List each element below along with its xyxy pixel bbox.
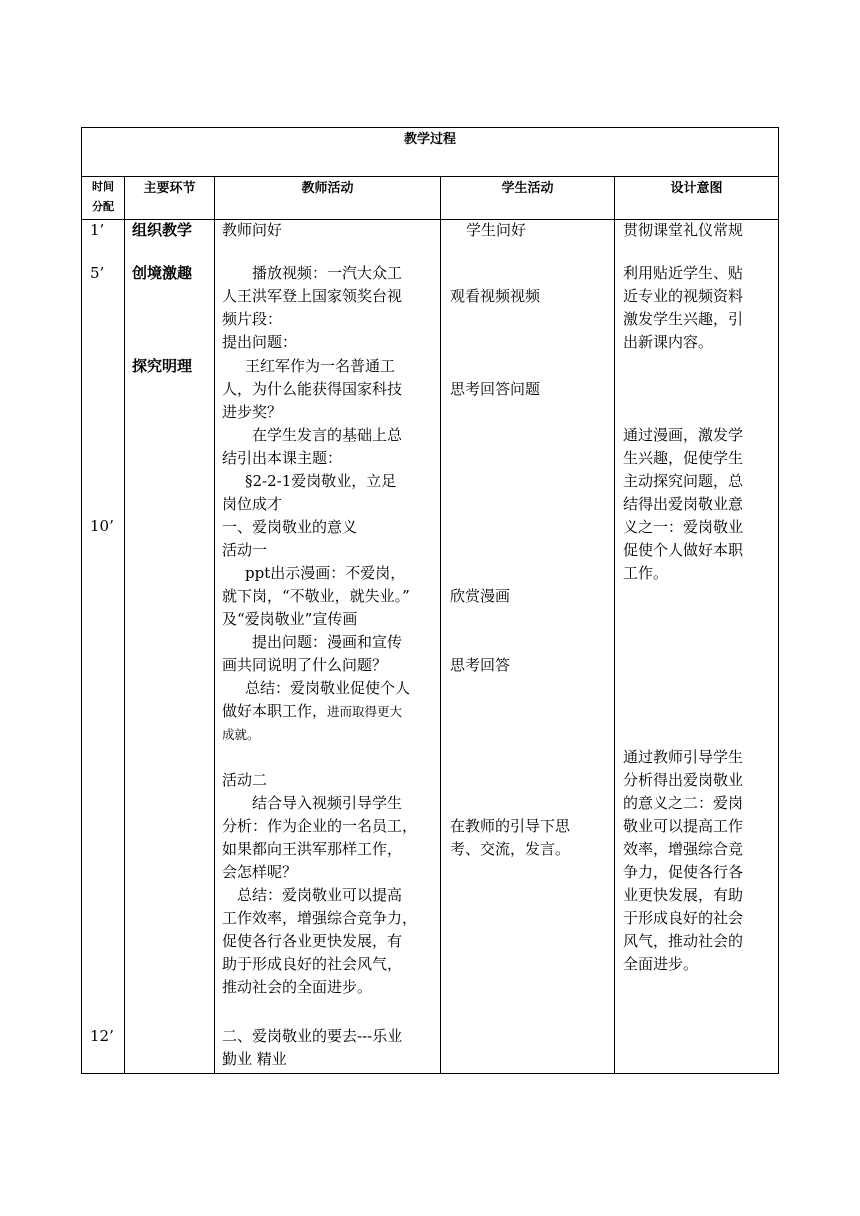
teacher-line: 画共同说明了什么问题？: [222, 656, 388, 674]
intent-line: 近专业的视频资料: [623, 287, 744, 305]
teacher-line: 人，为什么能获得国家科技: [222, 380, 403, 398]
header-time: [82, 177, 125, 220]
intent-line: 工作。: [623, 564, 669, 582]
intent-line: 义之一：爱岗敬业: [623, 518, 744, 536]
teacher-line: 一、爱岗敬业的意义: [222, 518, 358, 536]
stage-column: [125, 220, 215, 1074]
header-intent: 设计意图: [615, 177, 779, 220]
student-line: 思考回答: [450, 656, 511, 674]
student-line: 学生问好: [466, 221, 527, 239]
intent-line: 利用贴近学生、贴: [623, 264, 744, 282]
student-line: 思考回答问题: [450, 380, 541, 398]
teacher-activity-column: [215, 220, 441, 1074]
teacher-line: 分析：作为企业的一名员工，: [222, 817, 418, 835]
student-line: 观看视频视频: [450, 287, 541, 305]
design-intent-column: [615, 220, 779, 1074]
teacher-line: 结合导入视频引导学生: [252, 794, 403, 812]
teacher-line: 勤业 精业: [222, 1050, 287, 1068]
teacher-line: 活动一: [222, 541, 268, 559]
teacher-line: 推动社会的全面进步。: [222, 978, 373, 996]
teacher-line: 在学生发言的基础上总: [252, 426, 403, 444]
time-value: 12’: [90, 1027, 114, 1045]
teacher-line: 王红军作为一名普通工: [245, 357, 396, 375]
intent-line: 通过漫画，激发学: [623, 426, 744, 444]
header-teacher: 教师活动: [215, 177, 441, 220]
teacher-line: 总结：爱岗敬业可以提高: [237, 886, 403, 904]
student-line: 欣赏漫画: [450, 587, 511, 605]
header-stage: 主要环节: [125, 177, 215, 220]
intent-line: 全面进步。: [623, 955, 699, 973]
teacher-line: 二、爱岗敬业的要去---乐业: [222, 1027, 403, 1045]
intent-line: 风气，推动社会的: [623, 932, 744, 950]
intent-line: 于形成良好的社会: [623, 909, 744, 927]
time-value: 5’: [90, 264, 105, 282]
teacher-line: 提出问题：漫画和宣传: [252, 633, 403, 651]
intent-line: 的意义之二：爱岗: [623, 794, 744, 812]
teacher-line: 就下岗，“不敬业，就失业。”: [222, 587, 410, 605]
teacher-line: 促使各行各业更快发展，有: [222, 932, 403, 950]
teacher-line: 做好本职工作，: [222, 702, 328, 720]
teacher-line: 进步奖？: [222, 403, 283, 421]
intent-line: 争力，促使各行各: [623, 863, 744, 881]
student-line: 在教师的引导下思: [450, 817, 571, 835]
intent-line: 效率，增强综合竞: [623, 840, 744, 858]
teacher-line: 工作效率，增强综合竞争力，: [222, 909, 418, 927]
header-time-line2: 分配: [92, 200, 114, 213]
stage-label: 组织教学: [132, 221, 193, 239]
intent-line: 生兴趣，促使学生: [623, 449, 744, 467]
teacher-line: 总结：爱岗敬业促使个人: [245, 679, 411, 697]
header-time-line1: 时间: [92, 180, 114, 193]
teacher-line: 助于形成良好的社会风气，: [222, 955, 403, 973]
teacher-line: 结引出本课主题：: [222, 449, 343, 467]
teacher-line: 播放视频：一汽大众工: [252, 264, 403, 282]
stage-label: 探究明理: [132, 357, 193, 375]
intent-line: 敬业可以提高工作: [623, 817, 744, 835]
intent-line: 主动探究问题，总: [623, 472, 744, 490]
teacher-line: 及“爱岗敬业”宣传画: [222, 610, 358, 628]
intent-line: 结得出爱岗敬业意: [623, 495, 744, 513]
table-title: 教学过程: [82, 128, 779, 177]
student-line: 考、交流，发言。: [450, 840, 571, 858]
time-value: 10’: [90, 517, 114, 535]
intent-line: 贯彻课堂礼仪常规: [623, 221, 744, 239]
teacher-line: 提出问题：: [222, 333, 298, 351]
intent-line: 分析得出爱岗敬业: [623, 771, 744, 789]
teacher-line: 进而取得更大: [327, 704, 403, 719]
teacher-line: 教师问好: [222, 221, 283, 239]
intent-line: 业更快发展，有助: [623, 886, 744, 904]
teacher-line: 岗位成才: [222, 495, 283, 513]
time-column: [82, 220, 125, 1074]
teacher-line: 如果都向王洪军那样工作，: [222, 840, 403, 858]
student-activity-column: [441, 220, 615, 1074]
teacher-line: ppt出示漫画：不爱岗，: [245, 564, 406, 582]
teaching-process-table: [81, 127, 779, 1074]
intent-line: 出新课内容。: [623, 333, 714, 351]
header-student: 学生活动: [441, 177, 615, 220]
teacher-line: 人王洪军登上国家领奖台视: [222, 287, 403, 305]
stage-label: 创境激趣: [132, 264, 193, 282]
teacher-line: 会怎样呢？: [222, 863, 298, 881]
teacher-line: 频片段：: [222, 310, 283, 328]
teacher-line: §2-2-1爱岗敬业，立足: [245, 472, 397, 490]
intent-line: 促使个人做好本职: [623, 541, 744, 559]
intent-line: 激发学生兴趣，引: [623, 310, 744, 328]
intent-line: 通过教师引导学生: [623, 748, 744, 766]
teacher-line: 成就。: [222, 727, 260, 742]
teacher-line: 活动二: [222, 771, 268, 789]
time-value: 1’: [90, 221, 105, 239]
